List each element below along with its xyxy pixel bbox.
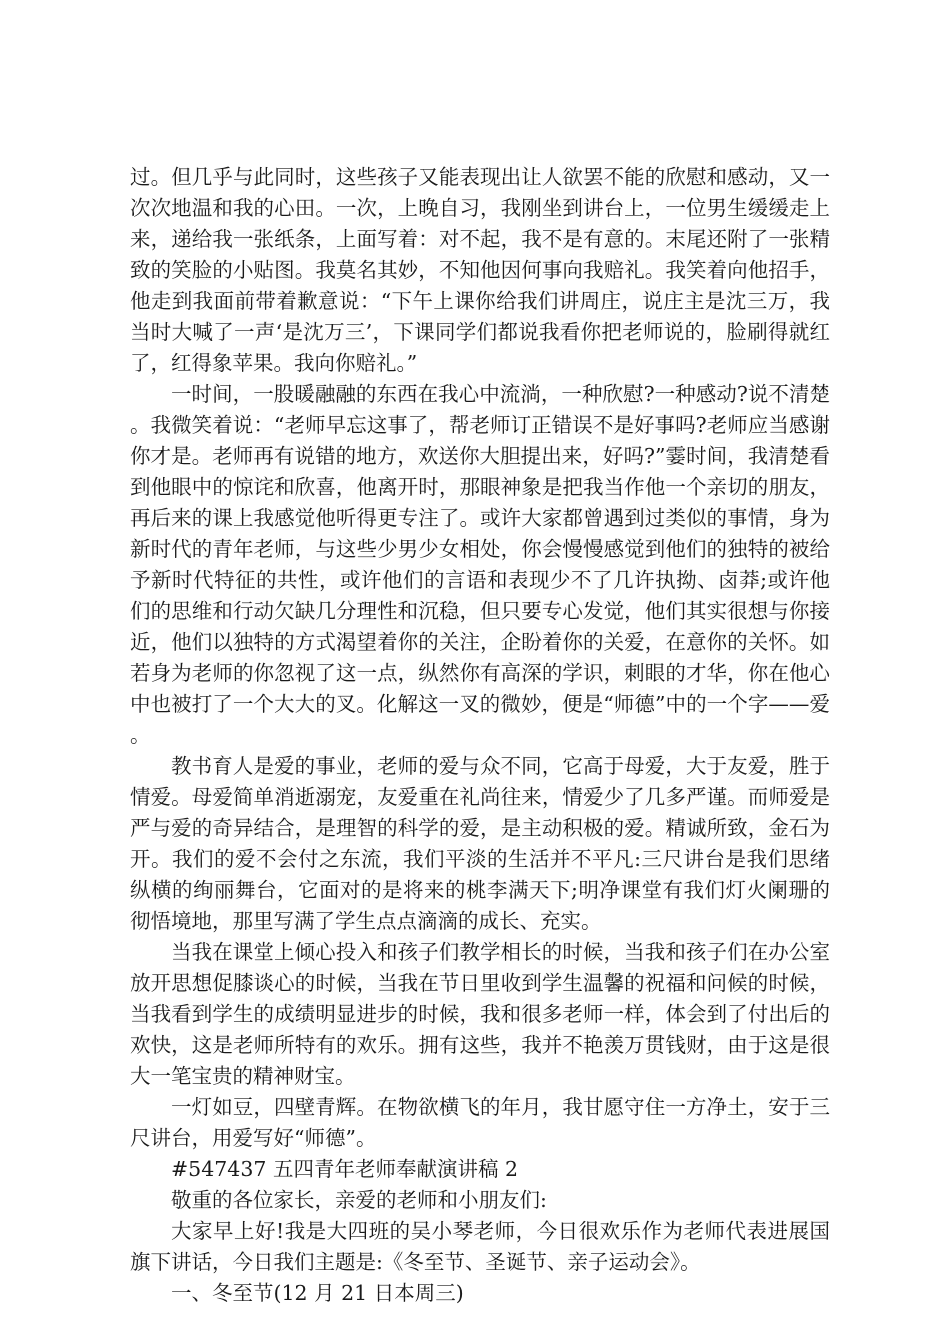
paragraph-4: 当我在课堂上倾心投入和孩子们教学相长的时候，当我和孩子们在办公室放开思想促膝谈心的时候，当我在节日里收到学生温馨的祝福和问候的时候，当我看到学生的成绩明显进步的时候，我和很多老师一样，体会到了付出后的欢快，这是老师所特有的欢乐。拥有这些，我并不艳羡万贯钱财，由于这是很大一笔宝贵的精神财宝。 (130, 940, 830, 1088)
paragraph-1: 过。但几乎与此同时，这些孩子又能表现出让人欲罢不能的欣慰和感动，又一次次地温和我的心田。一次，上晚自习，我刚坐到讲台上，一位男生缓缓走上来，递给我一张纸条，上面写着：对不起，我不是有意的。末尾还附了一张精致的笑脸的小贴图。我莫名其妙，不知他因何事向我赔礼。我笑着向他招手，他走到我面前带着歉意说：“下午上课你给我们讲周庄，说庄主是沈三万，我当时大喊了一声‘是沈万三’，下课同学们都说我看你把老师说的，脸刷得就红了，红得象苹果。我向你赔礼。” (130, 165, 830, 375)
paragraph-3: 教书育人是爱的事业，老师的爱与众不同，它高于母爱，大于友爱，胜于情爱。母爱简单消逝溺宠，友爱重在礼尚往来，情爱少了几多严谨。而师爱是严与爱的奇异结合，是理智的科学的爱，是主动积极的爱。精诚所致，金石为开。我们的爱不会付之东流，我们平淡的生活并不平凡:三尺讲台是我们思绪纵横的绚丽舞台，它面对的是将来的桃李满天下;明净课堂有我们灯火阑珊的彻悟境地，那里写满了学生点点滴滴的成长、充实。 (130, 754, 830, 933)
subheading-winter-solstice: 一、冬至节(12 月 21 日本周三) (171, 1281, 464, 1305)
document-page (130, 162, 830, 1309)
paragraph-2: 一时间，一股暖融融的东西在我心中流淌，一种欣慰?一种感动?说不清楚。我微笑着说：“老师早忘这事了，帮老师订正错误不是好事吗?老师应当感谢你才是。老师再有说错的地方，欢送你大胆提出来，好吗?”霎时间，我清楚看到他眼中的惊诧和欣喜，他离开时，那眼神象是把我当作他一个亲切的朋友，再后来的课上我感觉他听得更专注了。或许大家都曾遇到过类似的事情，身为新时代的青年老师，与这些少男少女相处，你会慢慢感觉到他们的独特的被给予新时代特征的共性，或许他们的言语和表现少不了几许执拗、卤莽;或许他们的思维和行动欠缺几分理性和沉稳，但只要专心发觉，他们其实很想与你接近，他们以独特的方式渴望着你的关注，企盼着你的关爱，在意你的关怀。如若身为老师的你忽视了这一点，纵然你有高深的学识，刺眼的才华，你在他心中也被打了一个大大的叉。化解这一叉的微妙，便是“师德”中的一个字——爱。 (130, 382, 830, 747)
salutation: 敬重的各位家长，亲爱的老师和小朋友们: (171, 1188, 547, 1212)
paragraph-5: 一灯如豆，四壁青辉。在物欲横飞的年月，我甘愿守住一方净土，安于三尺讲台，用爱写好“师德”。 (130, 1095, 830, 1150)
paragraph-greeting: 大家早上好!我是大四班的吴小琴老师，今日很欢乐作为老师代表进展国旗下讲话，今日我们主题是:《冬至节、圣诞节、亲子运动会》。 (130, 1219, 830, 1274)
section-heading: #547437 五四青年老师奉献演讲稿 2 (171, 1157, 519, 1181)
